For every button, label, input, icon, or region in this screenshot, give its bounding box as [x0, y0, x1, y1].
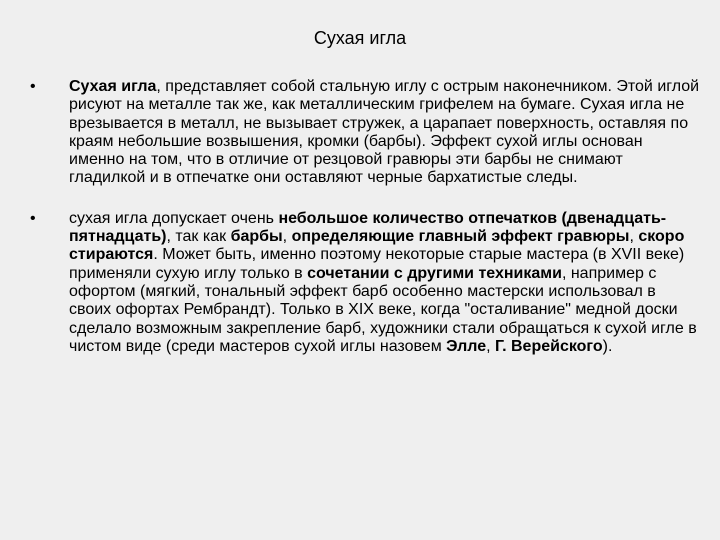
bullet-dot: •: [30, 78, 36, 95]
text-segment: сухая игла допускает очень: [69, 209, 279, 227]
bullet-dot: •: [30, 209, 36, 227]
text-segment: ,: [486, 337, 496, 355]
bold-segment: барбы: [230, 228, 283, 246]
bold-segment: Элле: [446, 337, 487, 355]
bullet-text-2: [69, 210, 697, 355]
bold-segment: определяющие главный эффект гравюры: [291, 228, 630, 246]
text-segment: , так как: [166, 228, 231, 246]
text-segment: . Может быть, именно поэтому некоторые старые мастера (в XVII веке) применяли сухую иглу только в: [69, 246, 685, 282]
bullet-item-1: [30, 78, 700, 188]
text-segment: , например с офортом (мягкий, тональный эффект барб особенно мастерски использовал в своих офортах Рембрандт). Только в XIX веке, когда "осталивание" медной доски сделало возможным закрепление барб, художники стали обращаться к сухой игле в чистом виде (среди мастеров сухой иглы назовем: [69, 264, 697, 355]
bold-segment: сочетании с другими техниками: [307, 264, 562, 282]
text-segment: ,: [282, 228, 292, 246]
text-segment: ,: [629, 228, 639, 246]
bold-segment: скоро стираются: [69, 228, 685, 264]
slide-title: Сухая игла: [313, 28, 407, 48]
text-segment: , представляет собой стальную иглу с острым наконечником. Этой иглой рисуют на металле так же, как металлическим грифелем на бумаге. Сухая игла не врезывается в металл, не вызывает стружек, а царапает поверхность, оставляя по краям небольшие возвышения, кромки (барбы). Эффект сухой иглы основан именно на том, что в отличие от резцовой гравюры эти барбы не снимают гладилкой и в отпечатке они оставляют черные бархатистые следы.: [69, 78, 700, 187]
text-segment: ).: [602, 337, 613, 355]
bullet-list: [30, 78, 700, 356]
bold-segment: Г. Верейского: [495, 337, 603, 355]
term-dry-needle: Сухая игла: [69, 78, 157, 95]
bullet-text-1: [69, 78, 699, 186]
bullet-item-2: [30, 210, 700, 356]
bold-segment: небольшое количество отпечатков (двенадцать-пятнадцать): [69, 209, 667, 246]
